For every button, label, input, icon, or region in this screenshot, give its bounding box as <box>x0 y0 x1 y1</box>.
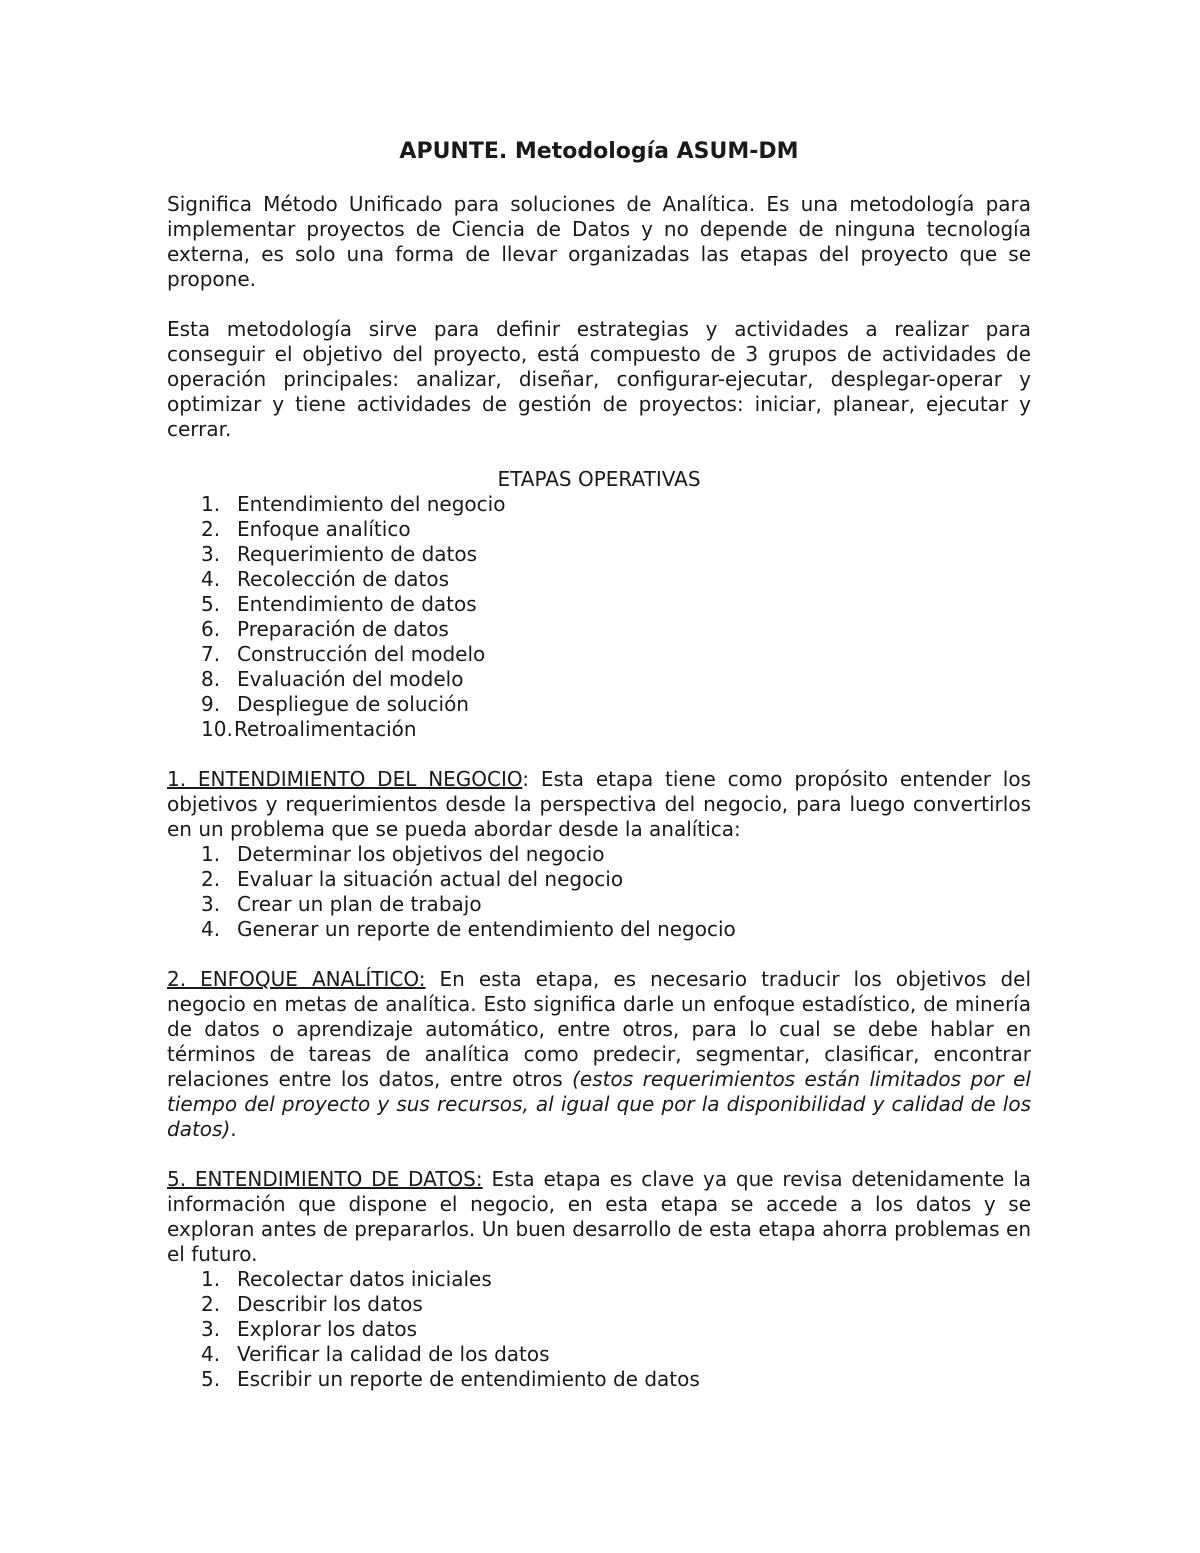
list-item-number: 2. <box>201 517 221 541</box>
section5-list <box>167 1267 1031 1392</box>
list-item-number: 1. <box>201 1267 221 1291</box>
list-item-number: 5. <box>201 1367 221 1391</box>
list-item-number: 5. <box>201 592 221 616</box>
list-item-label: Recolección de datos <box>237 567 450 591</box>
list-item-label: Explorar los datos <box>237 1317 418 1341</box>
section1-list <box>167 842 1031 942</box>
list-item-label: Entendimiento de datos <box>237 592 477 616</box>
list-item <box>201 517 1031 542</box>
list-item-label: Retroalimentación <box>234 717 417 741</box>
list-item-label: Requerimiento de datos <box>237 542 478 566</box>
list-item-number: 8. <box>201 667 221 691</box>
list-item-label: Describir los datos <box>237 1292 423 1316</box>
list-item-label: Escribir un reporte de entendimiento de datos <box>237 1367 700 1391</box>
list-item-number: 3. <box>201 1317 221 1341</box>
list-item <box>201 667 1031 692</box>
list-item-number: 1. <box>201 492 221 516</box>
list-item <box>201 1292 1031 1317</box>
list-item-number: 3. <box>201 542 221 566</box>
list-item-label: Entendimiento del negocio <box>237 492 506 516</box>
list-item <box>201 542 1031 567</box>
list-item <box>201 717 1031 742</box>
list-item-number: 2. <box>201 867 221 891</box>
list-item-label: Despliegue de solución <box>237 692 469 716</box>
section2-italic-text: (estos requerimientos están limitados por el tiempo del proyecto y sus recursos, al igual que por la disponibilidad y calidad de los datos) <box>167 1067 1031 1141</box>
list-item-number: 4. <box>201 1342 221 1366</box>
list-item-label: Determinar los objetivos del negocio <box>237 842 605 866</box>
stages-list <box>167 492 1031 742</box>
list-item <box>201 1367 1031 1392</box>
list-item-number: 6. <box>201 617 221 641</box>
list-item <box>201 617 1031 642</box>
list-item <box>201 1317 1031 1342</box>
list-item <box>201 567 1031 592</box>
list-item-label: Verificar la calidad de los datos <box>237 1342 550 1366</box>
document-page <box>167 138 1031 1392</box>
list-item <box>201 842 1031 867</box>
list-item-number: 7. <box>201 642 221 666</box>
section2-heading: 2. ENFOQUE ANALÍTICO: <box>167 967 426 991</box>
section2-text: En esta etapa, es necesario traducir los objetivos del negocio en metas de analítica. Esto significa darle un enfoque estadístico, de minería de datos o aprendizaje automático, entre otros, para lo cual se debe hablar en términos de tareas de analítica como predecir, segmentar, clasificar, encontrar relaciones entre los datos, entre otros <box>167 967 1032 1091</box>
list-item-number: 4. <box>201 917 221 941</box>
list-item-label: Recolectar datos iniciales <box>237 1267 492 1291</box>
list-item-number: 9. <box>201 692 221 716</box>
section1-text: : Esta etapa tiene como propósito entender los objetivos y requerimientos desde la perspectiva del negocio, para luego convertirlos en un problema que se pueda abordar desde la analítica: <box>167 767 1031 841</box>
document-title: APUNTE. Metodología ASUM-DM <box>399 139 799 164</box>
section1-paragraph <box>167 767 1031 842</box>
section5-text: Esta etapa es clave ya que revisa detenidamente la información que dispone el negocio, en esta etapa se accede a los datos y se exploran antes de prepararlos. Un buen desarrollo de esta etapa ahorra problemas en el futuro. <box>167 1167 1031 1266</box>
list-item-label: Preparación de datos <box>237 617 449 641</box>
list-item-label: Crear un plan de trabajo <box>237 892 482 916</box>
list-item-label: Evaluación del modelo <box>237 667 464 691</box>
list-item <box>201 1342 1031 1367</box>
list-item-label: Construcción del modelo <box>237 642 486 666</box>
section2-end: . <box>230 1117 237 1141</box>
list-item-label: Evaluar la situación actual del negocio <box>237 867 624 891</box>
section1-heading: 1. ENTENDIMIENTO DEL NEGOCIO <box>167 767 523 791</box>
list-item-number: 10. <box>201 717 233 741</box>
list-item-label: Generar un reporte de entendimiento del negocio <box>237 917 736 941</box>
list-item <box>201 892 1031 917</box>
list-item-number: 4. <box>201 567 221 591</box>
stages-heading: ETAPAS OPERATIVAS <box>497 467 701 491</box>
section5-heading: 5. ENTENDIMIENTO DE DATOS: <box>167 1167 483 1191</box>
list-item <box>201 1267 1031 1292</box>
section5-paragraph <box>167 1167 1031 1267</box>
list-item <box>201 492 1031 517</box>
second-paragraph: Esta metodología sirve para definir estrategias y actividades a realizar para conseguir el objetivo del proyecto, está compuesto de 3 grupos de actividades de operación principales: analizar, diseñar, configurar-ejecutar, desplegar-operar y optimizar y tiene actividades de gestión de proyectos: iniciar, planear, ejecutar y cerrar. <box>167 317 1031 441</box>
list-item-number: 2. <box>201 1292 221 1316</box>
list-item <box>201 867 1031 892</box>
section2-paragraph <box>167 967 1031 1142</box>
list-item <box>201 917 1031 942</box>
list-item-label: Enfoque analítico <box>237 517 411 541</box>
list-item-number: 1. <box>201 842 221 866</box>
list-item <box>201 692 1031 717</box>
intro-paragraph: Significa Método Unificado para soluciones de Analítica. Es una metodología para implementar proyectos de Ciencia de Datos y no depende de ninguna tecnología externa, es solo una forma de llevar organizadas las etapas del proyecto que se propone. <box>167 192 1031 291</box>
list-item-number: 3. <box>201 892 221 916</box>
list-item <box>201 642 1031 667</box>
list-item <box>201 592 1031 617</box>
